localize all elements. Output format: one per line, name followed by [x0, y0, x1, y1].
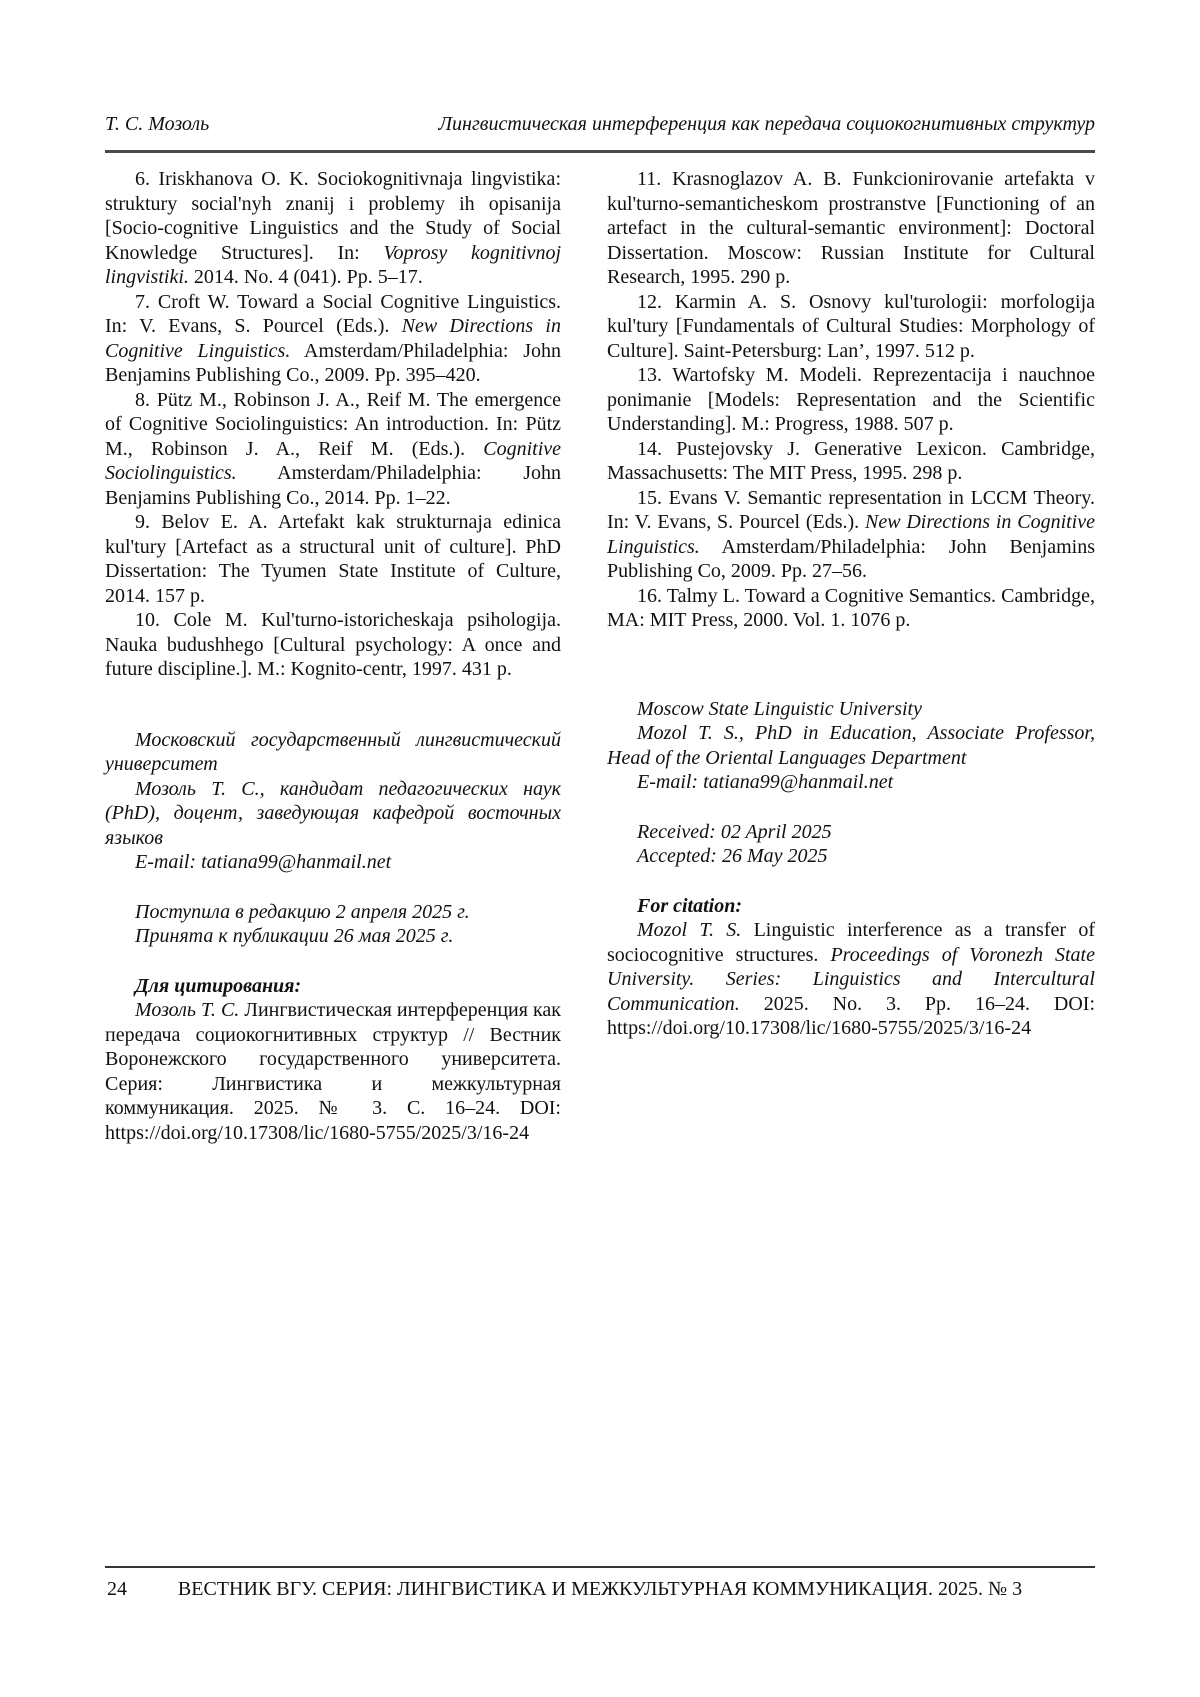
- author-credentials-en: Mozol T. S., PhD in Education, Associate Professor, Head of the Oriental Languages Department: [607, 722, 1095, 769]
- citation-text-ru: Мозоль Т. С. Лингвистическая интерференция как передача социокогнитивных структур // Вестник Воронежского государственного университета. Серия: Лингвистика и межкультурная коммуникация. 2025. № 3. С. 16–24. DOI: https://doi.org/10.17308/lic/1680-5755/2025/3/16-24: [105, 999, 561, 1144]
- citation-block-ru: [105, 974, 561, 1146]
- affiliation-ru: Московский государственный лингвистический университет: [105, 728, 561, 775]
- reference-item-14: 14. Pustejovsky J. Generative Lexicon. Cambridge, Massachusetts: The MIT Press, 1995. 298 p.: [607, 437, 1095, 484]
- page-number: 24: [107, 1578, 127, 1600]
- column-left: [105, 167, 561, 1145]
- submission-dates-en: [607, 820, 1095, 869]
- affiliation-en: Moscow State Linguistic University: [637, 697, 922, 720]
- submission-dates-ru: [105, 900, 561, 949]
- running-head-author: Т. С. Мозоль: [105, 113, 210, 135]
- reference-item-9: 9. Belov E. A. Artefakt kak strukturnaja edinica kul'tury [Artefact as a structural unit of culture]. PhD Dissertation: The Tyumen State Institute of Culture, 2014. 157 p.: [105, 511, 561, 607]
- citation-heading-en: For citation:: [637, 894, 743, 917]
- column-right: [607, 167, 1095, 1145]
- author-email-en: E-mail: tatiana99@hanmail.net: [637, 771, 894, 793]
- reference-item-7: 7. Croft W. Toward a Social Cognitive Linguistics. In: V. Evans, S. Pourcel (Eds.). New Directions in Cognitive Linguistics. Amsterdam/Philadelphia: John Benjamins Publishing Co., 2009. Pp. 395–420.: [105, 290, 561, 386]
- received-date-en: Received: 02 April 2025: [637, 820, 832, 843]
- reference-item-6: 6. Iriskhanova O. K. Sociokognitivnaja lingvistika: struktury social'nyh znanij i problemy ih opisanija [Socio-cognitive Linguistics and the Study of Social Knowledge Structures]. In: Voprosy kognitivnoj lingvistiki. 2014. No. 4 (041). Pp. 5–17.: [105, 168, 561, 288]
- reference-item-15: 15. Evans V. Semantic representation in LCCM Theory. In: V. Evans, S. Pourcel (Eds.). New Directions in Cognitive Linguistics. Amsterdam/Philadelphia: John Benjamins Publishing Co, 2009. Pp. 27–56.: [607, 486, 1095, 582]
- running-head: [105, 112, 1095, 153]
- reference-item-12: 12. Karmin A. S. Osnovy kul'turologii: morfologija kul'tury [Fundamentals of Cultural Studies: Morphology of Culture]. Saint-Petersburg: Lan’, 1997. 512 p.: [607, 290, 1095, 362]
- received-date-ru: Поступила в редакцию 2 апреля 2025 г.: [135, 900, 470, 923]
- reference-item-16: 16. Talmy L. Toward a Cognitive Semantics. Cambridge, MA: MIT Press, 2000. Vol. 1. 1076 p.: [607, 584, 1095, 631]
- reference-item-10: 10. Cole M. Kul'turno-istoricheskaja psihologija. Nauka budushhego [Cultural psychology: A once and future discipline.]. M.: Kognito-centr, 1997. 431 p.: [105, 609, 561, 680]
- reference-item-8: 8. Pütz M., Robinson J. A., Reif M. The emergence of Cognitive Sociolinguistics: An introduction. In: Pütz M., Robinson J. A., Reif M. (Eds.). Cognitive Sociolinguistics. Amsterdam/Philadelphia: John Benjamins Publishing Co., 2014. Pp. 1–22.: [105, 388, 561, 509]
- reference-item-13: 13. Wartofsky M. Modeli. Reprezentacija i nauchnoe ponimanie [Models: Representation and the Scientific Understanding]. M.: Progress, 1988. 507 p.: [607, 364, 1095, 435]
- citation-text-en: Mozol T. S. Linguistic interference as a transfer of sociocognitive structures. Proceedings of Voronezh State University. Series: Linguistics and Intercultural Communication. 2025. No. 3. Pp. 16–24. DOI: https://doi.org/10.17308/lic/1680-5755/2025/3/16-24: [607, 919, 1095, 1039]
- running-head-title: Лингвистическая интерференция как передача социокогнитивных структур: [438, 113, 1095, 135]
- reference-item-11: 11. Krasnoglazov A. B. Funkcionirovanie artefakta v kul'turno-semanticheskom prostranstve [Functioning of an artefact in the cultural-semantic environment]: Doctoral Dissertation. Moscow: Russian Institute for Cultural Research, 1995. 290 p.: [607, 168, 1095, 288]
- accepted-date-en: Accepted: 26 May 2025: [637, 845, 828, 867]
- author-email-ru: E-mail: tatiana99@hanmail.net: [135, 851, 392, 873]
- accepted-date-ru: Принята к публикации 26 мая 2025 г.: [135, 925, 454, 947]
- journal-footer-line: ВЕСТНИК ВГУ. СЕРИЯ: ЛИНГВИСТИКА И МЕЖКУЛЬТУРНАЯ КОММУНИКАЦИЯ. 2025. № 3: [177, 1578, 1023, 1600]
- citation-block-en: [607, 894, 1095, 1041]
- author-credentials-ru: Мозоль Т. С., кандидат педагогических наук (PhD), доцент, заведующая кафедрой восточных языков: [105, 777, 561, 849]
- two-column-body: [105, 167, 1095, 1145]
- citation-heading-ru: Для цитирования:: [135, 974, 302, 997]
- author-info-en: [607, 697, 1095, 795]
- page-footer: [105, 1566, 1095, 1602]
- author-info-ru: [105, 728, 561, 875]
